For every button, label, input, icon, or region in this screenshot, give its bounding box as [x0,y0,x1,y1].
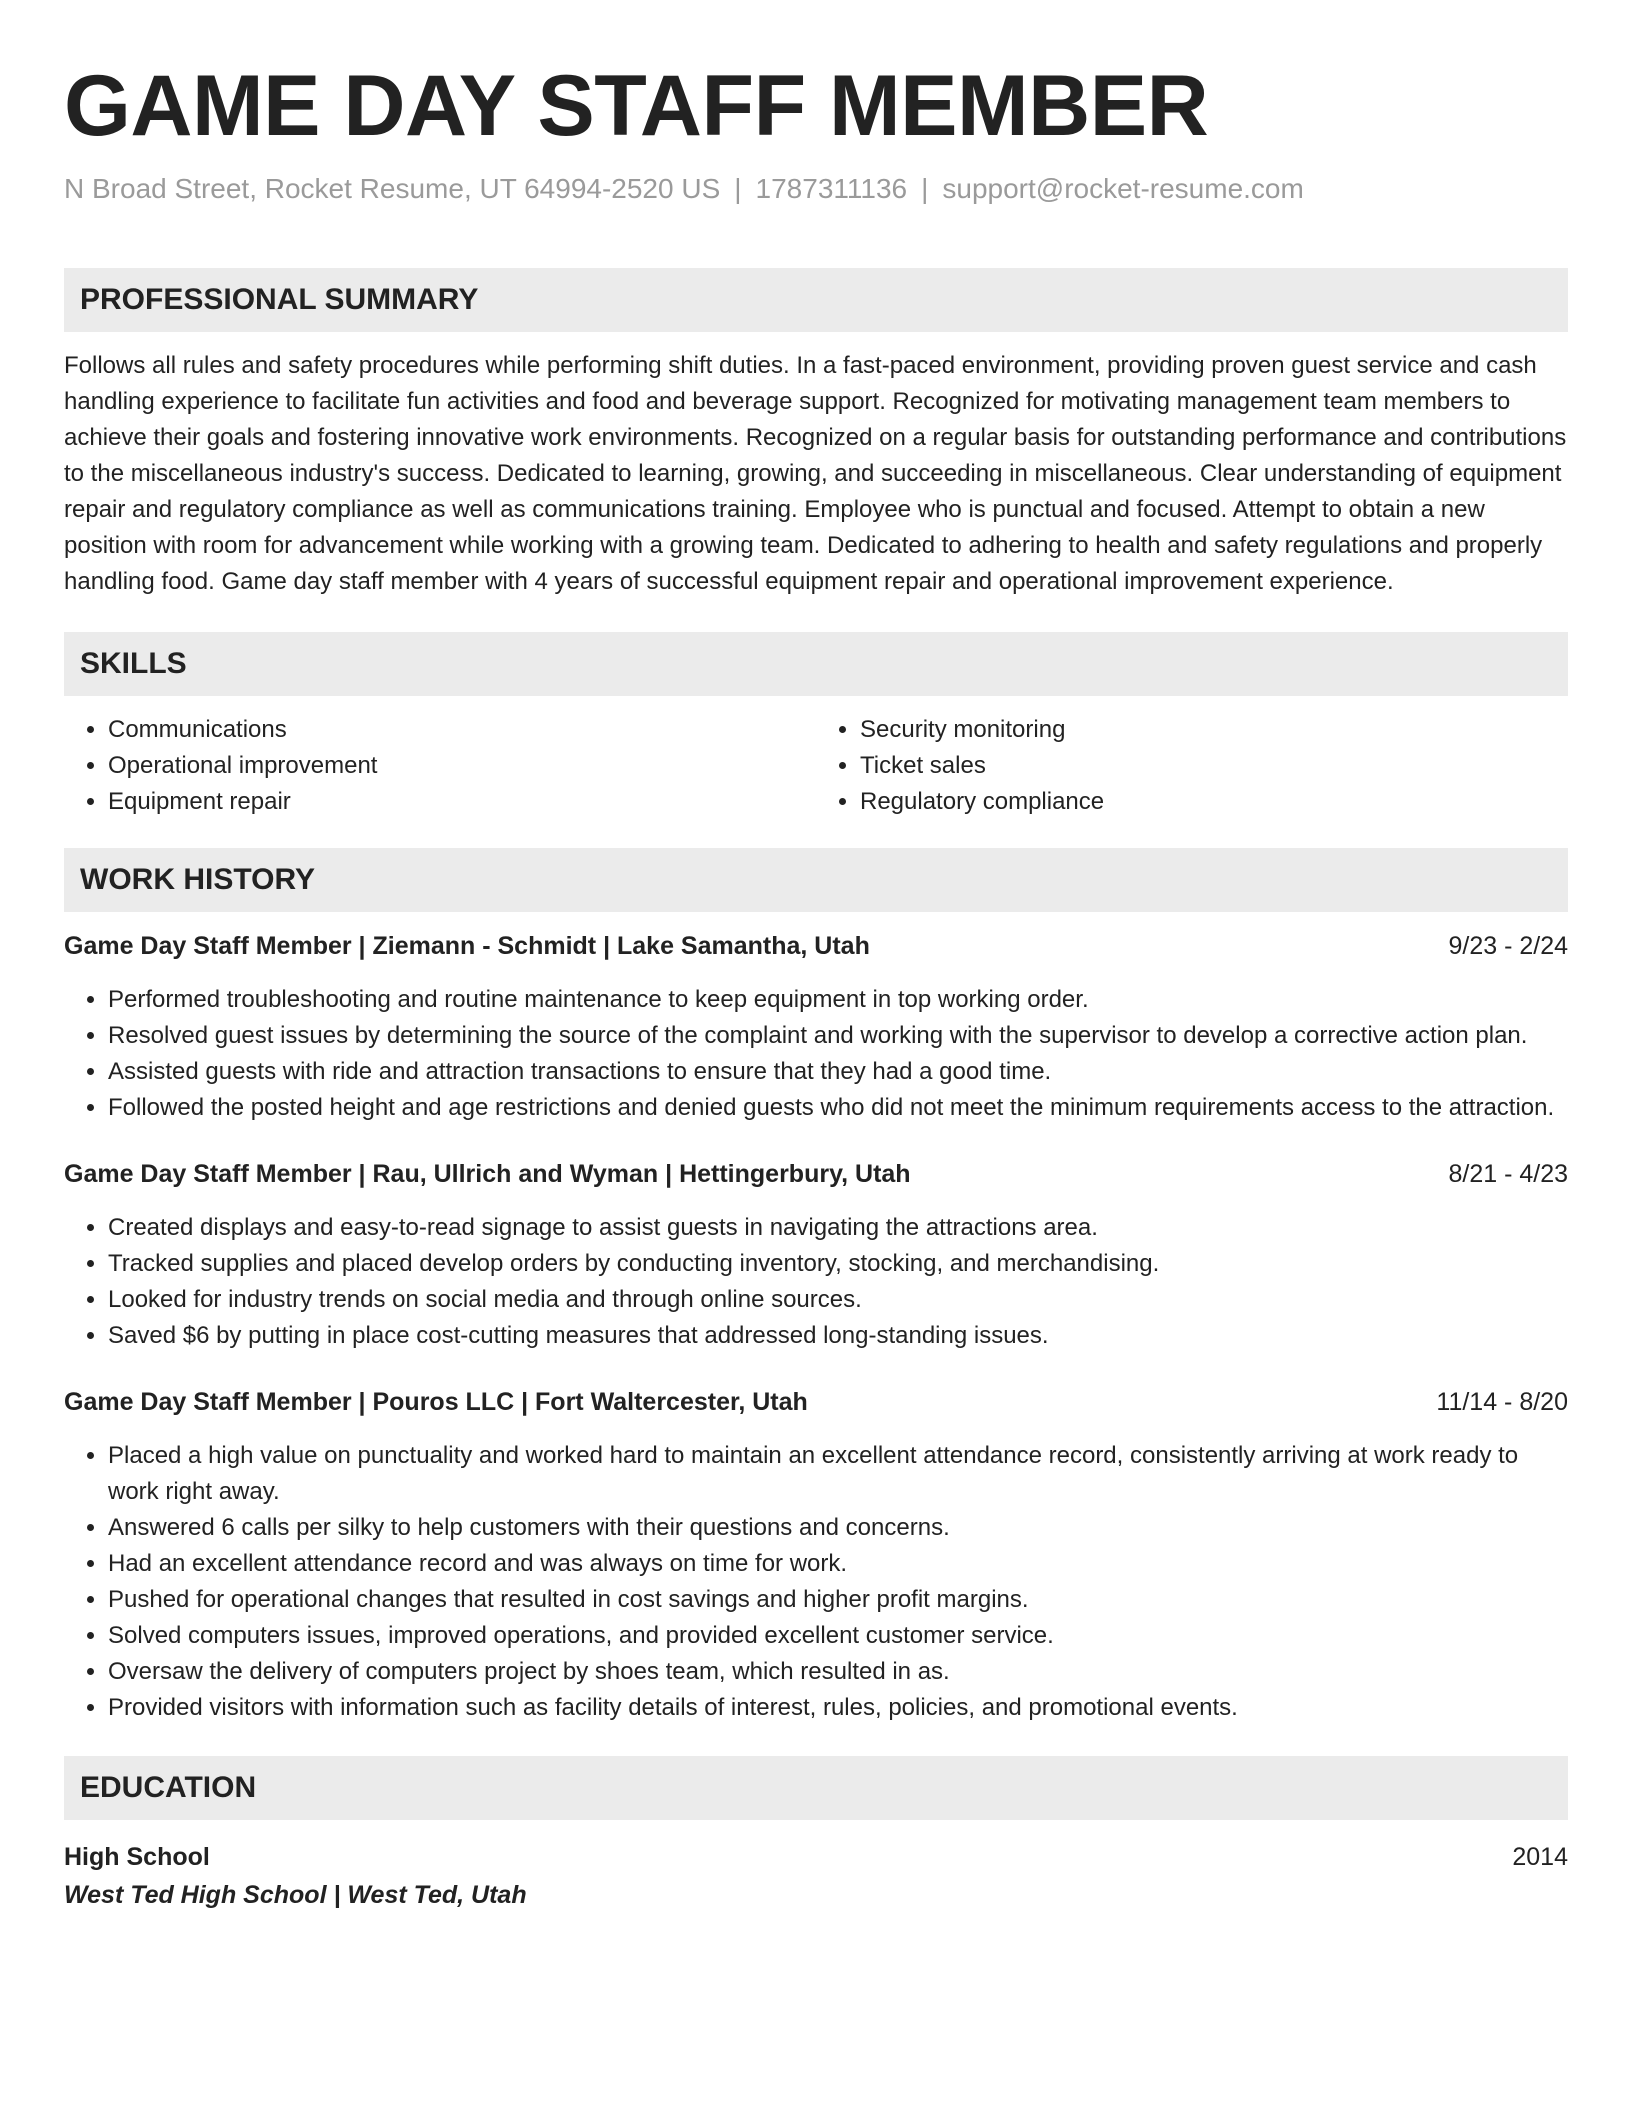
job-bullet: • Followed the posted height and age restrictions and denied guests who did not meet the minimum requirements access to the attraction. [108,1090,1568,1126]
job-bullet: • Performed troubleshooting and routine maintenance to keep equipment in top working order. [108,982,1568,1018]
skill-item: • Regulatory compliance [860,784,1568,820]
section-header-work-history: WORK HISTORY [64,848,1568,912]
job-bullet: • Pushed for operational changes that resulted in cost savings and higher profit margins. [108,1582,1568,1618]
contact-separator: | [734,173,742,204]
section-header-skills: SKILLS [64,632,1568,696]
education-degree: High School [64,1843,210,1871]
job-bullets [64,1210,1568,1354]
skill-item: • Equipment repair [108,784,816,820]
skill-item: • Security monitoring [860,712,1568,748]
job-heading-row [64,1156,1568,1192]
job-bullet: • Had an excellent attendance record and was always on time for work. [108,1546,1568,1582]
contact-separator: | [921,173,929,204]
skill-item: • Operational improvement [108,748,816,784]
job-dates: 11/14 - 8/20 [1436,1388,1568,1416]
education-school: West Ted High School | West Ted, Utah [64,1881,527,1909]
skill-item: • Communications [108,712,816,748]
job-title: Game Day Staff Member | Ziemann - Schmidt | Lake Samantha, Utah [64,932,870,960]
job-entry [64,928,1568,1126]
job-title: Game Day Staff Member | Pouros LLC | Fort Waltercester, Utah [64,1388,808,1416]
contact-address: N Broad Street, Rocket Resume, UT 64994-2520 US [64,173,721,204]
job-bullets [64,982,1568,1126]
skills-column-left [64,712,816,820]
contact-phone: 1787311136 [755,173,908,204]
job-bullets [64,1438,1568,1726]
job-bullet: • Provided visitors with information such as facility details of interest, rules, policies, and promotional events. [108,1690,1568,1726]
section-header-summary: PROFESSIONAL SUMMARY [64,268,1568,332]
candidate-name: GAME DAY STAFF MEMBER [64,58,1209,154]
job-bullet: • Looked for industry trends on social media and through online sources. [108,1282,1568,1318]
education-year: 2014 [1512,1843,1568,1871]
skills-column-right [816,712,1568,820]
job-title: Game Day Staff Member | Rau, Ullrich and Wyman | Hettingerbury, Utah [64,1160,911,1188]
job-bullet: • Tracked supplies and placed develop orders by conducting inventory, stocking, and merchandising. [108,1246,1568,1282]
job-bullet: • Answered 6 calls per silky to help customers with their questions and concerns. [108,1510,1568,1546]
job-entry [64,1384,1568,1726]
skills-list [64,712,1568,820]
job-bullet: • Solved computers issues, improved operations, and provided excellent customer service. [108,1618,1568,1654]
section-header-education: EDUCATION [64,1756,1568,1820]
job-bullet: • Assisted guests with ride and attraction transactions to ensure that they had a good time. [108,1054,1568,1090]
education-entry [64,1838,1568,1914]
job-entry [64,1156,1568,1354]
contact-line [64,170,1568,208]
job-bullet: • Oversaw the delivery of computers project by shoes team, which resulted in as. [108,1654,1568,1690]
job-bullet: • Created displays and easy-to-read signage to assist guests in navigating the attractions area. [108,1210,1568,1246]
job-heading-row [64,1384,1568,1420]
contact-email: support@rocket-resume.com [942,173,1304,204]
education-heading-row [64,1838,1568,1876]
job-dates: 9/23 - 2/24 [1448,932,1568,960]
skill-item: • Ticket sales [860,748,1568,784]
job-dates: 8/21 - 4/23 [1448,1160,1568,1188]
job-bullet: • Placed a high value on punctuality and worked hard to maintain an excellent attendance record, consistently arriving at work ready to work right away. [108,1438,1568,1510]
job-bullet: • Resolved guest issues by determining the source of the complaint and working with the supervisor to develop a corrective action plan. [108,1018,1568,1054]
summary-text: Follows all rules and safety procedures while performing shift duties. In a fast-paced environment, providing proven guest service and cash handling experience to facilitate fun activities and food and beverage support. Recognized for motivating management team members to achieve their goals and fostering innovative work environments. Recognized on a regular basis for outstanding performance and contributions to the miscellaneous industry's success. Dedicated to learning, growing, and succeeding in miscellaneous. Clear understanding of equipment repair and regulatory compliance as well as communications training. Employee who is punctual and focused. Attempt to obtain a new position with room for advancement while working with a growing team. Dedicated to adhering to health and safety regulations and properly handling food. Game day staff member with 4 years of successful equipment repair and operational improvement experience. [64,352,1567,595]
job-bullet: • Saved $6 by putting in place cost-cutting measures that addressed long-standing issues. [108,1318,1568,1354]
job-heading-row [64,928,1568,964]
